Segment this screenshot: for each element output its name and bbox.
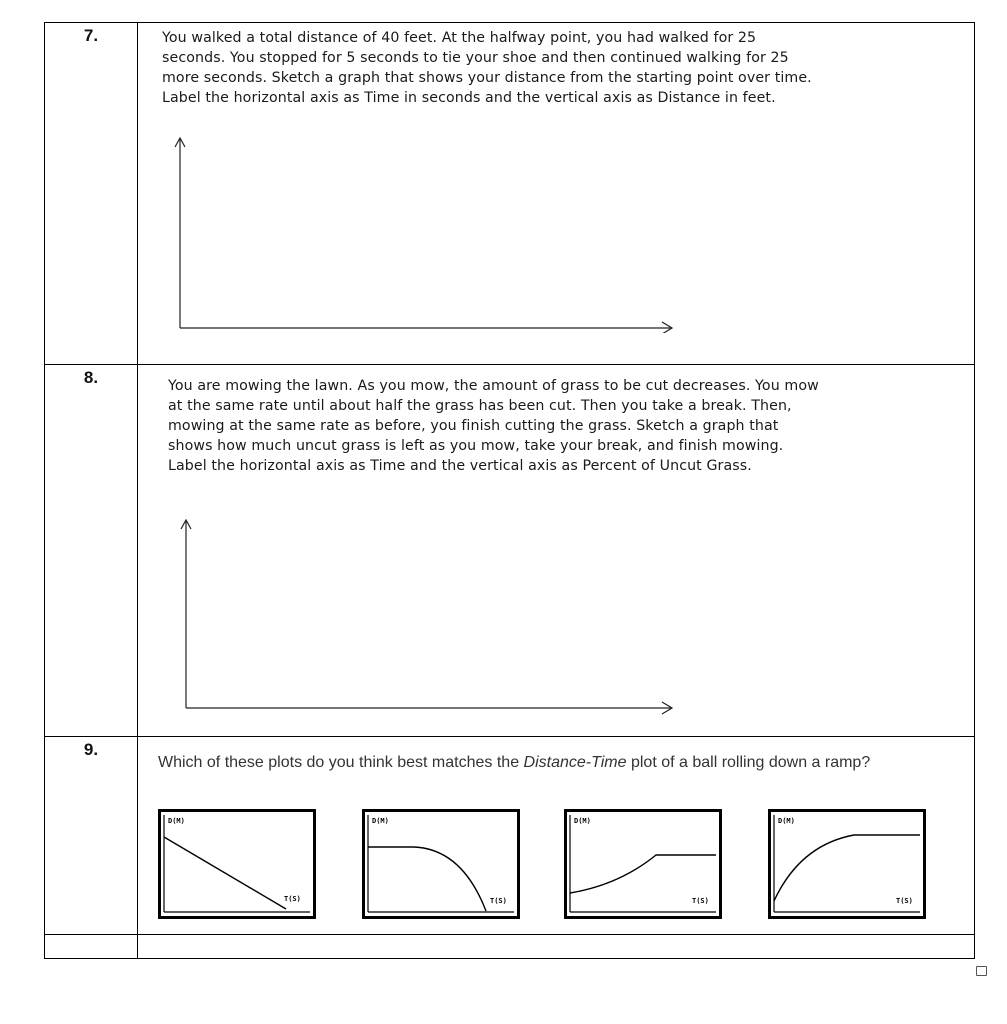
question-9-text [158,753,928,772]
question-row-8 [45,365,975,737]
plot-curve [368,847,486,911]
plot-curve [774,835,920,901]
plot-option-a[interactable] [158,809,316,919]
plot-x-label: T(S) [896,897,913,905]
text-part: plot of a ball rolling down a ramp? [626,754,871,771]
plot-y-label: D(M) [372,817,389,825]
text-part: Which of these plots do you think best matches the [158,754,524,771]
plot-x-label: T(S) [284,895,301,903]
resize-handle-icon[interactable] [976,966,987,976]
text-line: seconds. You stopped for 5 seconds to tie your shoe and then continued walking for 25 [162,50,789,66]
text-line: You walked a total distance of 40 feet. At the halfway point, you had walked for 25 [162,30,757,46]
plot-curve [164,837,286,909]
plot-curve [570,855,716,893]
plot-y-label: D(M) [778,817,795,825]
question-content-cell [138,365,975,737]
plot-option-b[interactable] [362,809,520,919]
plot-x-label: T(S) [490,897,507,905]
empty-row [45,935,975,959]
text-line: at the same rate until about half the grass has been cut. Then you take a break. Then, [168,398,792,414]
text-line: Label the horizontal axis as Time in seconds and the vertical axis as Distance in feet. [162,90,776,106]
plot-option-c[interactable] [564,809,722,919]
question-content-cell [138,23,975,365]
text-line: mowing at the same rate as before, you finish cutting the grass. Sketch a graph that [168,418,779,434]
blank-graph-axes[interactable] [178,515,688,715]
empty-content-cell [138,935,975,959]
plot-x-label: T(S) [692,897,709,905]
empty-number-cell [45,935,138,959]
plot-y-label: D(M) [168,817,185,825]
question-number: 7. [83,26,99,45]
text-italic: Distance-Time [523,754,627,771]
question-row-7 [45,23,975,365]
text-line: more seconds. Sketch a graph that shows your distance from the starting point over time. [162,70,812,86]
question-8-text [168,376,888,476]
answer-plots [158,809,928,919]
plot-y-label: D(M) [574,817,591,825]
question-number: 9. [83,740,99,759]
question-number-cell [45,737,138,935]
question-content-cell [138,737,975,935]
text-line: Label the horizontal axis as Time and the vertical axis as Percent of Uncut Grass. [168,458,752,474]
text-line: shows how much uncut grass is left as you mow, take your break, and finish mowing. [168,438,784,454]
question-7-text [162,28,892,108]
blank-graph-axes[interactable] [172,133,682,333]
question-number-cell [45,365,138,737]
plot-option-d[interactable] [768,809,926,919]
question-number: 8. [83,368,99,387]
question-row-9 [45,737,975,935]
question-number-cell [45,23,138,365]
worksheet-table [44,22,975,959]
text-line: You are mowing the lawn. As you mow, the amount of grass to be cut decreases. You mow [168,378,819,394]
